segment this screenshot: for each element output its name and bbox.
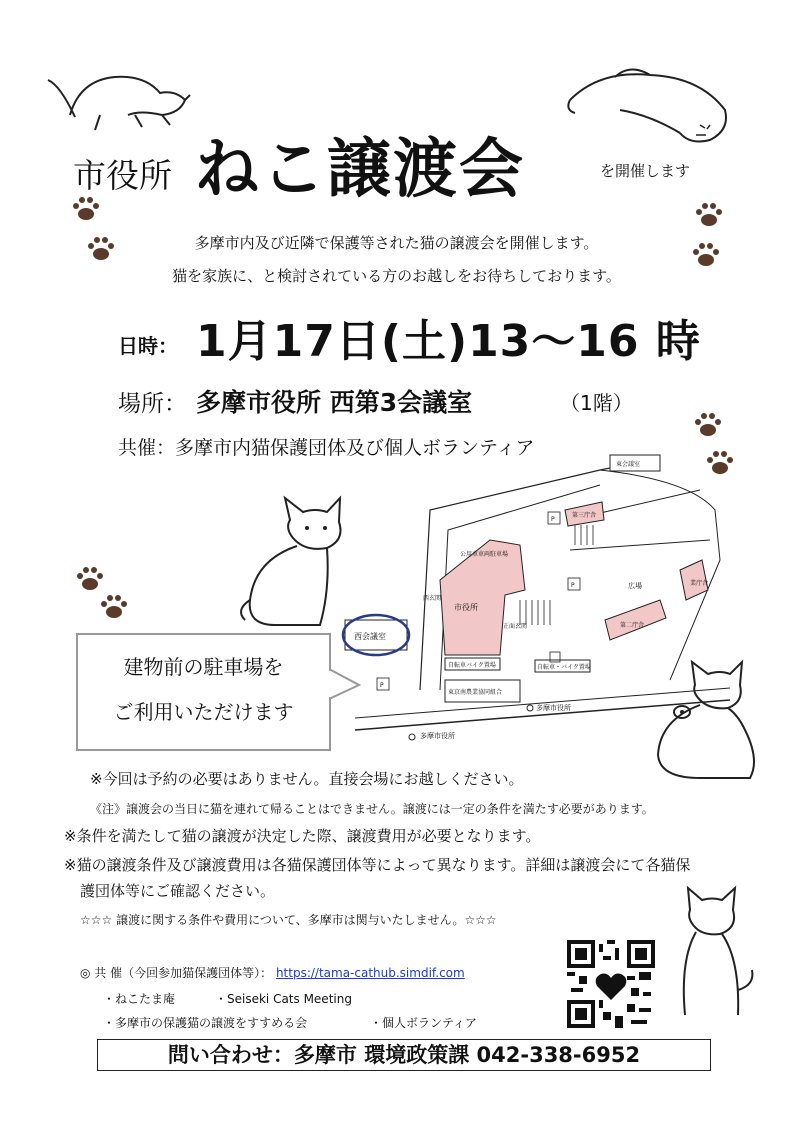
cohosts-heading-text: ◎ 共 催（今回参加猫保護団体等）： — [80, 966, 273, 980]
note-1: ※今回は予約の必要はありません。直接会場にお越しください。 — [90, 770, 524, 788]
map-label-bike1: 自転車バイク置場 — [448, 662, 496, 669]
cohosts-url-link[interactable]: https://tama-cathub.simdif.com — [275, 966, 465, 980]
note-4: ※猫の譲渡条件及び譲渡費用は各猫保護団体等によって異なります。詳細は譲渡会にて各猫保 — [64, 856, 691, 874]
map-label-agri: 東京南農業協同組合 — [448, 689, 503, 696]
map-label-city-hall: 市役所 — [454, 603, 478, 612]
page-title: ねこ譲渡会 — [195, 132, 525, 207]
place-label: 場所： — [118, 391, 187, 417]
org-2: ・Seiseki Cats Meeting — [215, 992, 352, 1006]
annex2-building — [605, 600, 666, 640]
stretching-cat-illustration — [40, 55, 200, 135]
map-label-plaza: 広場 — [628, 582, 642, 590]
callout-pointer — [329, 665, 363, 705]
map-label-parking-2: P — [551, 516, 555, 523]
cohosts-heading — [80, 964, 465, 981]
contact-box: 問い合わせ：多摩市 環境政策課 042-338-6952 — [97, 1039, 711, 1071]
map-label-east-room: 東会議室 — [616, 461, 641, 468]
lying-cat-illustration — [560, 55, 740, 150]
note-6: ☆☆☆ 譲渡に関する条件や費用について、多摩市は関与いたしません。☆☆☆ — [80, 913, 497, 927]
intro-line-1: 多摩市内及び近隣で保護等された猫の譲渡会を開催します。 — [194, 234, 599, 252]
date-label: 日時： — [118, 334, 178, 358]
parking-callout — [76, 633, 331, 751]
title-prefix: 市役所 — [73, 156, 172, 195]
map-label-bus-stop-1: 多摩市役所 — [420, 732, 455, 740]
org-4: ・個人ボランティア — [370, 1016, 478, 1030]
map-label-parking-1: P — [380, 682, 384, 689]
org-1: ・ねこたま庵 — [103, 992, 176, 1006]
map-label-annex3: 第三庁舎 — [572, 512, 597, 519]
callout-line-2: ご利用いただけます — [113, 700, 294, 724]
map-label-annex2: 第二庁舎 — [620, 622, 645, 629]
sitting-cat-illustration — [235, 490, 355, 635]
map-label-west-entrance: 西玄関 — [423, 595, 442, 602]
note-5: 護団体等にご確認ください。 — [80, 882, 276, 900]
venue-map — [340, 450, 740, 750]
place-floor: （1階） — [560, 391, 633, 415]
paw-print-icon — [692, 408, 724, 440]
place-value: 多摩市役所 西第3会議室 — [196, 388, 473, 417]
map-label-bus-stop-2: 多摩市役所 — [536, 704, 571, 712]
map-label-bike2: 自転車・バイク置場 — [537, 664, 591, 671]
cohost-line: 共催：多摩市内猫保護団体及び個人ボランティア — [118, 437, 535, 459]
date-value: 1月17日(土)13～16 時 — [196, 316, 701, 367]
map-label-west-room: 西会議室 — [354, 632, 386, 641]
map-label-business: 業庁舎 — [690, 580, 709, 587]
title-suffix: を開催します — [600, 162, 691, 180]
map-label-front-entrance: 正面玄関 — [503, 623, 528, 630]
standing-cat-illustration — [660, 880, 760, 1020]
org-3: ・多摩市の保護猫の譲渡をすすめる会 — [103, 1016, 308, 1030]
note-2: 《注》譲渡会の当日に猫を連れて帰ることはできません。譲渡には一定の条件を満たす必要があります。 — [90, 802, 654, 816]
note-3: ※条件を満たして猫の譲渡が決定した際、譲渡費用が必要となります。 — [64, 827, 541, 845]
map-label-parking-3: P — [571, 582, 575, 589]
qr-code-icon[interactable] — [567, 940, 655, 1028]
map-label-public-parking: 公用車車両駐車場 — [460, 551, 509, 558]
callout-line-1: 建物前の駐車場を — [123, 655, 284, 679]
intro-line-2: 猫を家族に、と検討されている方のお越しをお待ちしております。 — [172, 267, 621, 285]
paw-print-icon — [693, 198, 725, 230]
paw-print-icon — [98, 590, 130, 622]
